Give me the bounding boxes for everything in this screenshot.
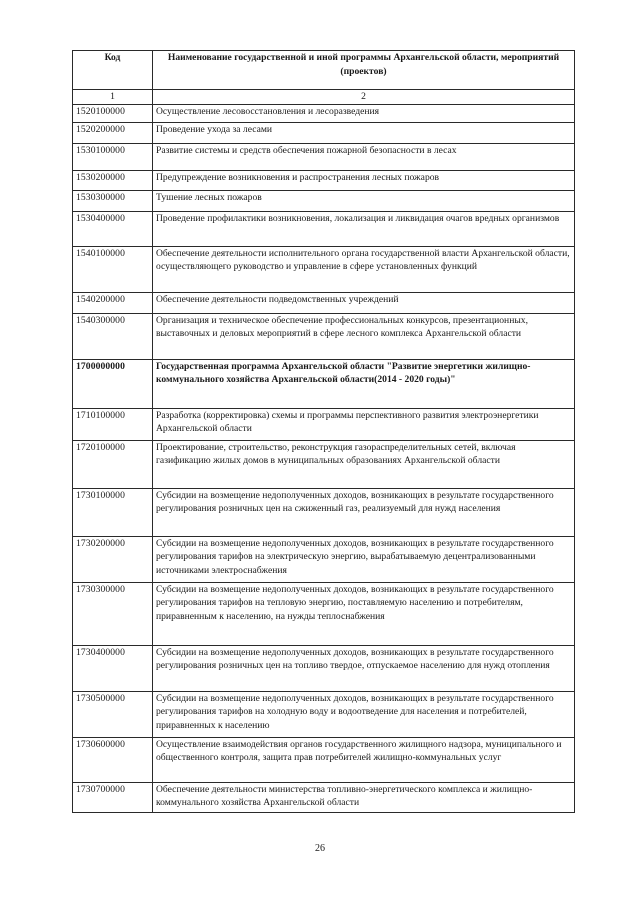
row-name: Государственная программа Архангельской области "Развитие энергетики жилищно-коммунального хозяйства Архангельской области(2014 - 2020 годы)": [153, 359, 575, 408]
row-code: 1530400000: [73, 211, 153, 246]
row-name: Проведение ухода за лесами: [153, 122, 575, 143]
table-row: [73, 211, 575, 246]
row-name: Проведение профилактики возникновения, локализация и ликвидация очагов вредных организмов: [153, 211, 575, 246]
table-row: [73, 488, 575, 536]
row-code: 1530200000: [73, 170, 153, 190]
column-number-row: [73, 90, 575, 105]
document-sheet: [72, 50, 574, 813]
table-row: [73, 122, 575, 143]
row-name: Субсидии на возмещение недополученных доходов, возникающих в результате государственного регулирования розничных цен на топливо твердое, отпускаемое населению для нужд отопления: [153, 645, 575, 691]
row-name: Организация и техническое обеспечение профессиональных конкурсов, презентационных, выставочных и деловых мероприятий в сфере лесного комплекса Архангельской области: [153, 313, 575, 359]
row-name: Субсидии на возмещение недополученных доходов, возникающих в результате государственного регулирования розничных цен на сжиженный газ, реализуемый для нужд населения: [153, 488, 575, 536]
header-name: Наименование государственной и иной программы Архангельской области, мероприятий (проектов): [153, 51, 575, 90]
row-code: 1700000000: [73, 359, 153, 408]
row-code: 1720100000: [73, 440, 153, 488]
row-code: 1530100000: [73, 143, 153, 170]
table-row: [73, 536, 575, 582]
table-row: [73, 292, 575, 313]
table-row: [73, 313, 575, 359]
row-code: 1730500000: [73, 691, 153, 737]
row-code: 1730300000: [73, 582, 153, 645]
table-header-row: [73, 51, 575, 90]
table-row: [73, 582, 575, 645]
row-name: Субсидии на возмещение недополученных доходов, возникающих в результате государственного регулирования тарифов на тепловую энергию, поставляемую населению и потребителям, приравненным к населению, на нужды теплоснабжения: [153, 582, 575, 645]
row-name: Проектирование, строительство, реконструкция газораспределительных сетей, включая газификацию жилых домов в муниципальных образованиях Архангельской области: [153, 440, 575, 488]
table-row: [73, 737, 575, 782]
row-name: Осуществление лесовосстановления и лесоразведения: [153, 104, 575, 122]
table-row: [73, 408, 575, 440]
table-row: [73, 782, 575, 812]
row-code: 1730600000: [73, 737, 153, 782]
page-number: 26: [315, 843, 325, 854]
table-row: [73, 440, 575, 488]
column-number-1: 1: [73, 90, 153, 105]
row-name: Субсидии на возмещение недополученных доходов, возникающих в результате государственного регулирования тарифов на холодную воду и водоотведение для населения и потребителей, приравненных к населению: [153, 691, 575, 737]
table-row: [73, 143, 575, 170]
row-code: 1540300000: [73, 313, 153, 359]
row-name: Тушение лесных пожаров: [153, 190, 575, 211]
row-name: Осуществление взаимодействия органов государственного жилищного надзора, муниципального и общественного контроля, защита прав потребителей жилищно-коммунальных услуг: [153, 737, 575, 782]
table-row: [73, 691, 575, 737]
row-code: 1730200000: [73, 536, 153, 582]
row-name: Предупреждение возникновения и распространения лесных пожаров: [153, 170, 575, 190]
header-code: Код: [73, 51, 153, 90]
table-row: [73, 190, 575, 211]
row-code: 1540100000: [73, 246, 153, 292]
row-name: Разработка (корректировка) схемы и программы перспективного развития электроэнергетики Архангельской области: [153, 408, 575, 440]
row-code: 1730100000: [73, 488, 153, 536]
table-row: [73, 104, 575, 122]
table-row: [73, 359, 575, 408]
row-name: Субсидии на возмещение недополученных доходов, возникающих в результате государственного регулирования тарифов на электрическую энергию, вырабатываемую децентрализованными источниками электроснабжения: [153, 536, 575, 582]
table-body: [73, 104, 575, 812]
row-name: Обеспечение деятельности министерства топливно-энергетического комплекса и жилищно-коммунального хозяйства Архангельской области: [153, 782, 575, 812]
row-code: 1520200000: [73, 122, 153, 143]
table-row: [73, 170, 575, 190]
row-code: 1730400000: [73, 645, 153, 691]
row-code: 1710100000: [73, 408, 153, 440]
column-number-2: 2: [153, 90, 575, 105]
row-name: Обеспечение деятельности исполнительного органа государственной власти Архангельской области, осуществляющего руководство и управление в сфере установленных функций: [153, 246, 575, 292]
row-code: 1530300000: [73, 190, 153, 211]
row-code: 1540200000: [73, 292, 153, 313]
table-row: [73, 246, 575, 292]
row-name: Обеспечение деятельности подведомственных учреждений: [153, 292, 575, 313]
row-code: 1730700000: [73, 782, 153, 812]
program-codes-table: [72, 50, 575, 813]
row-name: Развитие системы и средств обеспечения пожарной безопасности в лесах: [153, 143, 575, 170]
table-row: [73, 645, 575, 691]
row-code: 1520100000: [73, 104, 153, 122]
